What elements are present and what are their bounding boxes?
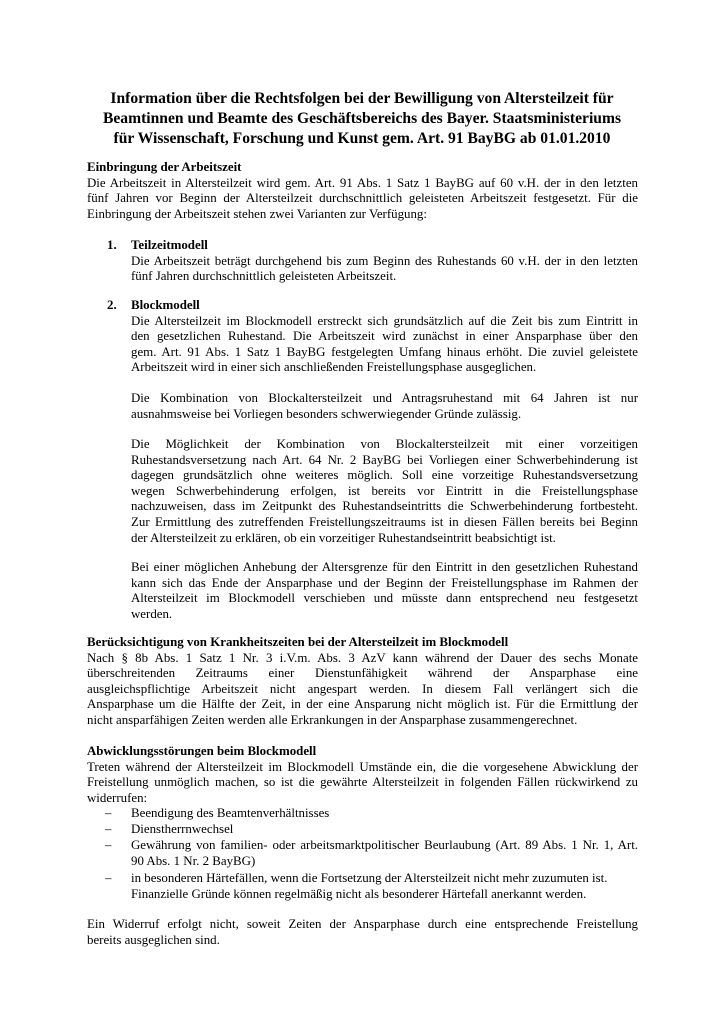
text-line: Altersteilzeit im Blockmodell verschieben und müsste dann entsprechend neu festgesetzt (131, 591, 638, 606)
item-teilzeitmodell (131, 238, 638, 285)
text-line: Die Arbeitszeit beträgt durchgehend bis zum Beginn des Ruhestands 60 v.H. der in den letzten (131, 253, 638, 268)
section-heading: Abwicklungsstörungen beim Blockmodell (87, 744, 317, 758)
text-line: kann sich das Ende der Ansparphase und der Beginn der Freistellungsphase im Rahmen der (131, 575, 638, 590)
text-line: Die Möglichkeit der Kombination von Blockaltersteilzeit mit einer vorzeitigen (131, 437, 638, 451)
text-line: gem. Art. 91 Abs. 1 Satz 1 BayBG festgelegten Umfang hinaus erhöht. Die zuviel geleistete (131, 344, 638, 359)
text-line: Arbeitszeit wird in einer sich anschließenden Freistellungsphase ausgeglichen. (131, 360, 537, 375)
text-line: der Altersteilzeit zu erklären, ob ein vorzeitiger Ruhestandseintritt beabsichtigt ist. (131, 530, 556, 545)
section-heading: Berücksichtigung von Krankheitszeiten bei der Altersteilzeit im Blockmodell (87, 635, 509, 649)
text-line: Ein Widerruf erfolgt nicht, soweit Zeiten der Ansparphase durch eine entsprechende Freistellung (87, 917, 638, 931)
text-line: Die Kombination von Blockaltersteilzeit und Antragsruhestand mit 64 Jahren ist nur (131, 391, 638, 405)
text-line: Treten während der Altersteilzeit im Blockmodell Umstände ein, die die vorgesehene Abwicklung der (87, 759, 638, 774)
paragraph (131, 391, 638, 422)
list-item (131, 838, 638, 869)
text-line: in besonderen Härtefällen, wenn die Fortsetzung der Altersteilzeit nicht mehr zuzumuten ist. (131, 871, 608, 885)
text-line: Gewährung von familien- oder arbeitsmarktpolitischer Beurlaubung (Art. 89 Abs. 1 Nr. 1, Art. (131, 838, 638, 852)
text-line: Einbringung der Arbeitszeit stehen zwei Varianten zur Verfügung: (87, 206, 427, 221)
text-line: nicht ansparfähigen Zeiten werden alle Erkrankungen in der Ansparphase zusammengerechnet. (87, 712, 578, 727)
text-line: wegen Schwerbehinderung erfolgen, ist bereits vor Eintritt in die Freistellungsphase (131, 483, 638, 498)
item-heading: Teilzeitmodell (131, 238, 208, 252)
text-line: fünf Jahren vor Beginn der Altersteilzeit durchschnittlich geleisteten Arbeitszeit festgesetzt. Für die (87, 191, 638, 206)
text-line: Bei einer möglichen Anhebung der Altersgrenze für den Eintritt in den gesetzlichen Ruhestand (131, 560, 638, 574)
text-line: überschreitenden Zeitraums einer Dienstunfähigkeit während der Ansparphase eine (87, 666, 638, 681)
list-number: 2. (107, 298, 117, 312)
text-line: ausgleichspflichtige Arbeitszeit nicht angespart werden. In diesem Fall verlängert sich die (87, 681, 638, 696)
document-title (60, 89, 664, 149)
bullet-dash: – (105, 838, 112, 852)
bullet-dash: – (105, 871, 112, 885)
section-arbeitszeit (87, 160, 638, 222)
list-item (131, 822, 638, 838)
text-line: Ruhestandsversetzung nach Art. 64 Nr. 2 BayBG bei Vorliegen einer Schwerbehinderung ist (131, 452, 638, 467)
paragraph (131, 560, 638, 622)
text-line: widerrufen: (87, 790, 148, 805)
text-line: dagegen grundsätzlich ohne weiteres möglich. Soll eine vorzeitige Ruhestandsversetzung (131, 468, 638, 483)
item-heading: Blockmodell (131, 298, 200, 312)
text-line: Finanzielle Gründe können regelmäßig nicht als besonderer Härtefall anerkannt werden. (131, 886, 587, 901)
text-line: Beendigung des Beamtenverhältnisses (131, 806, 330, 820)
section-abwicklungsstoerungen (87, 744, 638, 806)
list-item (131, 871, 638, 902)
list-item (131, 806, 638, 822)
title-line: für Wissenschaft, Forschung und Kunst gem. Art. 91 BayBG ab 01.01.2010 (113, 130, 611, 147)
closing-paragraph (87, 917, 638, 948)
section-krankheitszeiten (87, 635, 638, 729)
item-blockmodell (131, 298, 638, 376)
text-line: Die Altersteilzeit im Blockmodell erstreckt sich grundsätzlich auf die Zeit bis zum Eintritt in (131, 313, 638, 328)
bullet-dash: – (105, 806, 112, 820)
text-line: nachzuweisen, dass im Zeitpunkt des Ruhestandseintritts die Schwerbehinderung fortbesteht. (131, 499, 638, 514)
text-line: fünf Jahren durchschnittlich geleisteten Arbeitszeit. (131, 269, 397, 284)
title-line: Information über die Rechtsfolgen bei der Bewilligung von Altersteilzeit für (110, 90, 614, 107)
text-line: Die Arbeitszeit in Altersteilzeit wird gem. Art. 91 Abs. 1 Satz 1 BayBG auf 60 v.H. der in den letzten (87, 175, 638, 190)
text-line: 90 Abs. 1 Nr. 2 BayBG) (131, 853, 256, 868)
text-line: Zur Ermittlung des zutreffenden Freistellungszeitraums ist in diesen Fällen bereits bei Beginn (131, 514, 638, 529)
text-line: bereits ausgeglichen sind. (87, 932, 220, 947)
text-line: den gesetzlichen Ruhestand. Die Arbeitszeit wird zunächst in einer Ansparphase über den (131, 329, 638, 344)
text-line: Freistellung unmöglich machen, so ist die gewährte Altersteilzeit in folgenden Fällen rückwirkend zu (87, 775, 638, 790)
text-line: Dienstherrnwechsel (131, 822, 234, 836)
section-heading: Einbringung der Arbeitszeit (87, 160, 242, 174)
list-number: 1. (107, 238, 117, 252)
text-line: ausnahmsweise bei Vorliegen besonders schwerwiegender Gründe zulässig. (131, 406, 522, 421)
text-line: Ansparphase um die Hälfte der Zeit, in der eine Ansparung nicht möglich ist. Für die Ermittlung der (87, 697, 638, 712)
title-line: Beamtinnen und Beamte des Geschäftsbereichs des Bayer. Staatsministeriums (102, 110, 622, 127)
text-line: Nach § 8b Abs. 1 Satz 1 Nr. 3 i.V.m. Abs. 3 AzV kann während der Dauer des sechs Monate (87, 650, 638, 665)
text-line: werden. (131, 606, 173, 621)
paragraph (131, 437, 638, 546)
bullet-dash: – (105, 822, 112, 836)
